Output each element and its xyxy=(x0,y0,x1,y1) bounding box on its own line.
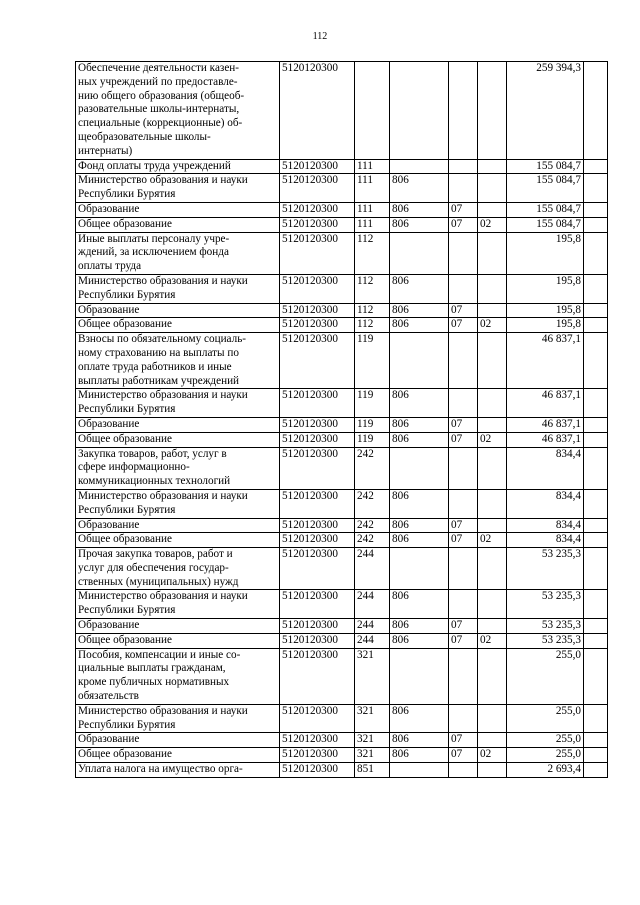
row-csr-cell: 5120120300 xyxy=(280,417,355,432)
row-pr-cell xyxy=(478,590,507,619)
row-name-cell: Образование xyxy=(76,417,280,432)
row-name-cell: Министерство образования и науки Республики Бурятия xyxy=(76,704,280,733)
table-row xyxy=(76,389,608,418)
row-pr-cell xyxy=(478,648,507,704)
row-pr-cell xyxy=(478,389,507,418)
row-empty-cell xyxy=(584,318,608,333)
table-row xyxy=(76,648,608,704)
row-csr-cell: 5120120300 xyxy=(280,590,355,619)
row-name-cell: Уплата налога на имущество орга- xyxy=(76,763,280,778)
row-vr-cell xyxy=(355,62,390,160)
row-csr-cell: 5120120300 xyxy=(280,619,355,634)
table-row xyxy=(76,417,608,432)
row-rz-cell xyxy=(449,274,478,303)
row-name-cell: Министерство образования и науки Республики Бурятия xyxy=(76,174,280,203)
row-sum-cell: 155 084,7 xyxy=(507,217,584,232)
row-pr-cell xyxy=(478,417,507,432)
row-vr-cell: 112 xyxy=(355,318,390,333)
row-sum-cell: 155 084,7 xyxy=(507,202,584,217)
row-rz-cell xyxy=(449,174,478,203)
row-vr-cell: 111 xyxy=(355,174,390,203)
row-pr-cell: 02 xyxy=(478,633,507,648)
row-grbs-cell: 806 xyxy=(390,518,449,533)
row-csr-cell: 5120120300 xyxy=(280,447,355,489)
row-sum-cell: 259 394,3 xyxy=(507,62,584,160)
row-pr-cell xyxy=(478,489,507,518)
row-empty-cell xyxy=(584,447,608,489)
row-empty-cell xyxy=(584,533,608,548)
row-vr-cell: 244 xyxy=(355,633,390,648)
table-row xyxy=(76,217,608,232)
row-rz-cell xyxy=(449,232,478,274)
table-row xyxy=(76,633,608,648)
row-rz-cell: 07 xyxy=(449,318,478,333)
table-row xyxy=(76,748,608,763)
row-vr-cell: 851 xyxy=(355,763,390,778)
table-row xyxy=(76,548,608,590)
row-csr-cell: 5120120300 xyxy=(280,533,355,548)
row-grbs-cell: 806 xyxy=(390,489,449,518)
row-empty-cell xyxy=(584,704,608,733)
row-empty-cell xyxy=(584,489,608,518)
row-csr-cell: 5120120300 xyxy=(280,763,355,778)
table-row xyxy=(76,202,608,217)
row-vr-cell: 111 xyxy=(355,202,390,217)
row-name-cell: Иные выплаты персоналу учре- ждений, за исключением фонда оплаты труда xyxy=(76,232,280,274)
row-name-cell: Образование xyxy=(76,619,280,634)
row-sum-cell: 195,8 xyxy=(507,303,584,318)
table-row xyxy=(76,518,608,533)
row-name-cell: Образование xyxy=(76,518,280,533)
row-name-cell: Министерство образования и науки Республики Бурятия xyxy=(76,389,280,418)
row-sum-cell: 53 235,3 xyxy=(507,633,584,648)
row-pr-cell xyxy=(478,202,507,217)
row-empty-cell xyxy=(584,159,608,174)
row-grbs-cell: 806 xyxy=(390,704,449,733)
row-empty-cell xyxy=(584,232,608,274)
table-row xyxy=(76,704,608,733)
row-pr-cell xyxy=(478,733,507,748)
row-csr-cell: 5120120300 xyxy=(280,217,355,232)
row-grbs-cell xyxy=(390,159,449,174)
row-rz-cell xyxy=(449,62,478,160)
row-pr-cell xyxy=(478,303,507,318)
row-grbs-cell: 806 xyxy=(390,274,449,303)
row-vr-cell: 244 xyxy=(355,590,390,619)
row-vr-cell: 242 xyxy=(355,518,390,533)
row-empty-cell xyxy=(584,417,608,432)
row-name-cell: Обеспечение деятельности казен- ных учреждений по предоставле- нию общего образования (общеоб- разовательные школы-интернаты, специальные (коррекционные) об- щеобразовательные школы- интернаты) xyxy=(76,62,280,160)
row-pr-cell xyxy=(478,274,507,303)
row-grbs-cell xyxy=(390,333,449,389)
row-name-cell: Взносы по обязательному социаль- ному страхованию на выплаты по оплате труда работников и иные выплаты работникам учреждений xyxy=(76,333,280,389)
row-rz-cell xyxy=(449,648,478,704)
row-rz-cell: 07 xyxy=(449,303,478,318)
row-sum-cell: 195,8 xyxy=(507,274,584,303)
row-sum-cell: 834,4 xyxy=(507,489,584,518)
table-row xyxy=(76,333,608,389)
row-grbs-cell: 806 xyxy=(390,748,449,763)
row-pr-cell xyxy=(478,619,507,634)
row-rz-cell: 07 xyxy=(449,748,478,763)
row-vr-cell: 242 xyxy=(355,489,390,518)
row-empty-cell xyxy=(584,333,608,389)
table-row xyxy=(76,590,608,619)
row-pr-cell: 02 xyxy=(478,318,507,333)
row-name-cell: Закупка товаров, работ, услуг в сфере информационно- коммуникационных технологий xyxy=(76,447,280,489)
row-name-cell: Общее образование xyxy=(76,533,280,548)
row-vr-cell: 119 xyxy=(355,389,390,418)
row-sum-cell: 53 235,3 xyxy=(507,619,584,634)
row-rz-cell: 07 xyxy=(449,733,478,748)
row-name-cell: Фонд оплаты труда учреждений xyxy=(76,159,280,174)
row-sum-cell: 255,0 xyxy=(507,704,584,733)
row-csr-cell: 5120120300 xyxy=(280,232,355,274)
row-empty-cell xyxy=(584,748,608,763)
row-pr-cell xyxy=(478,518,507,533)
row-rz-cell xyxy=(449,389,478,418)
row-grbs-cell: 806 xyxy=(390,217,449,232)
row-empty-cell xyxy=(584,619,608,634)
row-grbs-cell: 806 xyxy=(390,303,449,318)
table-row xyxy=(76,232,608,274)
row-rz-cell: 07 xyxy=(449,202,478,217)
row-name-cell: Образование xyxy=(76,733,280,748)
row-grbs-cell xyxy=(390,763,449,778)
row-empty-cell xyxy=(584,274,608,303)
row-empty-cell xyxy=(584,648,608,704)
row-csr-cell: 5120120300 xyxy=(280,389,355,418)
row-csr-cell: 5120120300 xyxy=(280,489,355,518)
row-csr-cell: 5120120300 xyxy=(280,318,355,333)
row-sum-cell: 834,4 xyxy=(507,447,584,489)
row-sum-cell: 255,0 xyxy=(507,733,584,748)
row-pr-cell: 02 xyxy=(478,533,507,548)
row-empty-cell xyxy=(584,174,608,203)
row-name-cell: Министерство образования и науки Республики Бурятия xyxy=(76,274,280,303)
row-rz-cell: 07 xyxy=(449,432,478,447)
row-empty-cell xyxy=(584,763,608,778)
row-vr-cell: 112 xyxy=(355,303,390,318)
row-sum-cell: 255,0 xyxy=(507,748,584,763)
row-vr-cell: 111 xyxy=(355,159,390,174)
row-empty-cell xyxy=(584,432,608,447)
row-pr-cell xyxy=(478,232,507,274)
table-row xyxy=(76,159,608,174)
row-name-cell: Общее образование xyxy=(76,217,280,232)
row-vr-cell: 321 xyxy=(355,704,390,733)
row-rz-cell xyxy=(449,704,478,733)
row-name-cell: Прочая закупка товаров, работ и услуг для обеспечения государ- ственных (муниципальных) нужд xyxy=(76,548,280,590)
row-grbs-cell: 806 xyxy=(390,417,449,432)
row-rz-cell xyxy=(449,548,478,590)
table-row xyxy=(76,533,608,548)
row-vr-cell: 242 xyxy=(355,447,390,489)
row-sum-cell: 53 235,3 xyxy=(507,590,584,619)
row-csr-cell: 5120120300 xyxy=(280,733,355,748)
row-sum-cell: 834,4 xyxy=(507,518,584,533)
row-grbs-cell: 806 xyxy=(390,174,449,203)
row-pr-cell: 02 xyxy=(478,748,507,763)
row-pr-cell xyxy=(478,763,507,778)
row-empty-cell xyxy=(584,202,608,217)
row-grbs-cell: 806 xyxy=(390,633,449,648)
row-csr-cell: 5120120300 xyxy=(280,633,355,648)
row-empty-cell xyxy=(584,62,608,160)
row-name-cell: Пособия, компенсации и иные со- циальные выплаты гражданам, кроме публичных нормативных обязательств xyxy=(76,648,280,704)
row-csr-cell: 5120120300 xyxy=(280,159,355,174)
row-rz-cell: 07 xyxy=(449,518,478,533)
row-pr-cell xyxy=(478,159,507,174)
table-row xyxy=(76,489,608,518)
row-vr-cell: 321 xyxy=(355,648,390,704)
row-empty-cell xyxy=(584,633,608,648)
row-csr-cell: 5120120300 xyxy=(280,62,355,160)
row-sum-cell: 46 837,1 xyxy=(507,389,584,418)
row-vr-cell: 119 xyxy=(355,333,390,389)
row-sum-cell: 155 084,7 xyxy=(507,159,584,174)
row-sum-cell: 46 837,1 xyxy=(507,417,584,432)
row-empty-cell xyxy=(584,303,608,318)
row-name-cell: Общее образование xyxy=(76,432,280,447)
row-pr-cell xyxy=(478,333,507,389)
table-row xyxy=(76,447,608,489)
row-sum-cell: 46 837,1 xyxy=(507,432,584,447)
row-csr-cell: 5120120300 xyxy=(280,202,355,217)
row-vr-cell: 321 xyxy=(355,733,390,748)
row-name-cell: Общее образование xyxy=(76,748,280,763)
row-pr-cell xyxy=(478,447,507,489)
row-rz-cell: 07 xyxy=(449,417,478,432)
row-sum-cell: 53 235,3 xyxy=(507,548,584,590)
row-grbs-cell: 806 xyxy=(390,318,449,333)
row-rz-cell: 07 xyxy=(449,217,478,232)
row-rz-cell: 07 xyxy=(449,633,478,648)
row-csr-cell: 5120120300 xyxy=(280,303,355,318)
row-name-cell: Образование xyxy=(76,303,280,318)
row-sum-cell: 46 837,1 xyxy=(507,333,584,389)
row-pr-cell xyxy=(478,62,507,160)
row-grbs-cell xyxy=(390,548,449,590)
table-row xyxy=(76,274,608,303)
row-vr-cell: 112 xyxy=(355,274,390,303)
budget-table xyxy=(75,61,608,778)
table-row xyxy=(76,733,608,748)
row-sum-cell: 155 084,7 xyxy=(507,174,584,203)
row-csr-cell: 5120120300 xyxy=(280,518,355,533)
row-grbs-cell xyxy=(390,62,449,160)
row-rz-cell xyxy=(449,333,478,389)
row-grbs-cell: 806 xyxy=(390,533,449,548)
row-grbs-cell xyxy=(390,648,449,704)
row-csr-cell: 5120120300 xyxy=(280,704,355,733)
table-row xyxy=(76,763,608,778)
row-grbs-cell: 806 xyxy=(390,619,449,634)
row-grbs-cell xyxy=(390,232,449,274)
row-empty-cell xyxy=(584,733,608,748)
row-csr-cell: 5120120300 xyxy=(280,748,355,763)
row-csr-cell: 5120120300 xyxy=(280,648,355,704)
row-vr-cell: 242 xyxy=(355,533,390,548)
row-vr-cell: 112 xyxy=(355,232,390,274)
row-rz-cell xyxy=(449,159,478,174)
budget-table-body xyxy=(76,62,608,778)
row-vr-cell: 321 xyxy=(355,748,390,763)
row-rz-cell: 07 xyxy=(449,533,478,548)
row-vr-cell: 111 xyxy=(355,217,390,232)
row-vr-cell: 119 xyxy=(355,417,390,432)
row-rz-cell xyxy=(449,590,478,619)
row-rz-cell xyxy=(449,447,478,489)
row-name-cell: Министерство образования и науки Республики Бурятия xyxy=(76,590,280,619)
row-vr-cell: 119 xyxy=(355,432,390,447)
row-vr-cell: 244 xyxy=(355,548,390,590)
row-csr-cell: 5120120300 xyxy=(280,548,355,590)
row-name-cell: Общее образование xyxy=(76,318,280,333)
row-csr-cell: 5120120300 xyxy=(280,333,355,389)
row-rz-cell: 07 xyxy=(449,619,478,634)
row-sum-cell: 2 693,4 xyxy=(507,763,584,778)
row-empty-cell xyxy=(584,389,608,418)
row-sum-cell: 834,4 xyxy=(507,533,584,548)
page-number: 112 xyxy=(312,31,328,42)
row-name-cell: Образование xyxy=(76,202,280,217)
row-name-cell: Общее образование xyxy=(76,633,280,648)
row-sum-cell: 195,8 xyxy=(507,232,584,274)
row-grbs-cell: 806 xyxy=(390,389,449,418)
table-row xyxy=(76,174,608,203)
table-row xyxy=(76,432,608,447)
row-vr-cell: 244 xyxy=(355,619,390,634)
row-name-cell: Министерство образования и науки Республики Бурятия xyxy=(76,489,280,518)
row-rz-cell xyxy=(449,489,478,518)
row-pr-cell xyxy=(478,548,507,590)
table-row xyxy=(76,62,608,160)
table-row xyxy=(76,619,608,634)
row-empty-cell xyxy=(584,548,608,590)
row-empty-cell xyxy=(584,518,608,533)
row-pr-cell: 02 xyxy=(478,217,507,232)
row-grbs-cell: 806 xyxy=(390,202,449,217)
row-sum-cell: 255,0 xyxy=(507,648,584,704)
row-pr-cell xyxy=(478,174,507,203)
row-sum-cell: 195,8 xyxy=(507,318,584,333)
row-empty-cell xyxy=(584,590,608,619)
table-row xyxy=(76,318,608,333)
row-pr-cell xyxy=(478,704,507,733)
table-row xyxy=(76,303,608,318)
row-csr-cell: 5120120300 xyxy=(280,174,355,203)
row-rz-cell xyxy=(449,763,478,778)
row-pr-cell: 02 xyxy=(478,432,507,447)
row-csr-cell: 5120120300 xyxy=(280,432,355,447)
row-grbs-cell: 806 xyxy=(390,432,449,447)
row-grbs-cell: 806 xyxy=(390,590,449,619)
row-grbs-cell: 806 xyxy=(390,733,449,748)
row-csr-cell: 5120120300 xyxy=(280,274,355,303)
row-empty-cell xyxy=(584,217,608,232)
row-grbs-cell xyxy=(390,447,449,489)
